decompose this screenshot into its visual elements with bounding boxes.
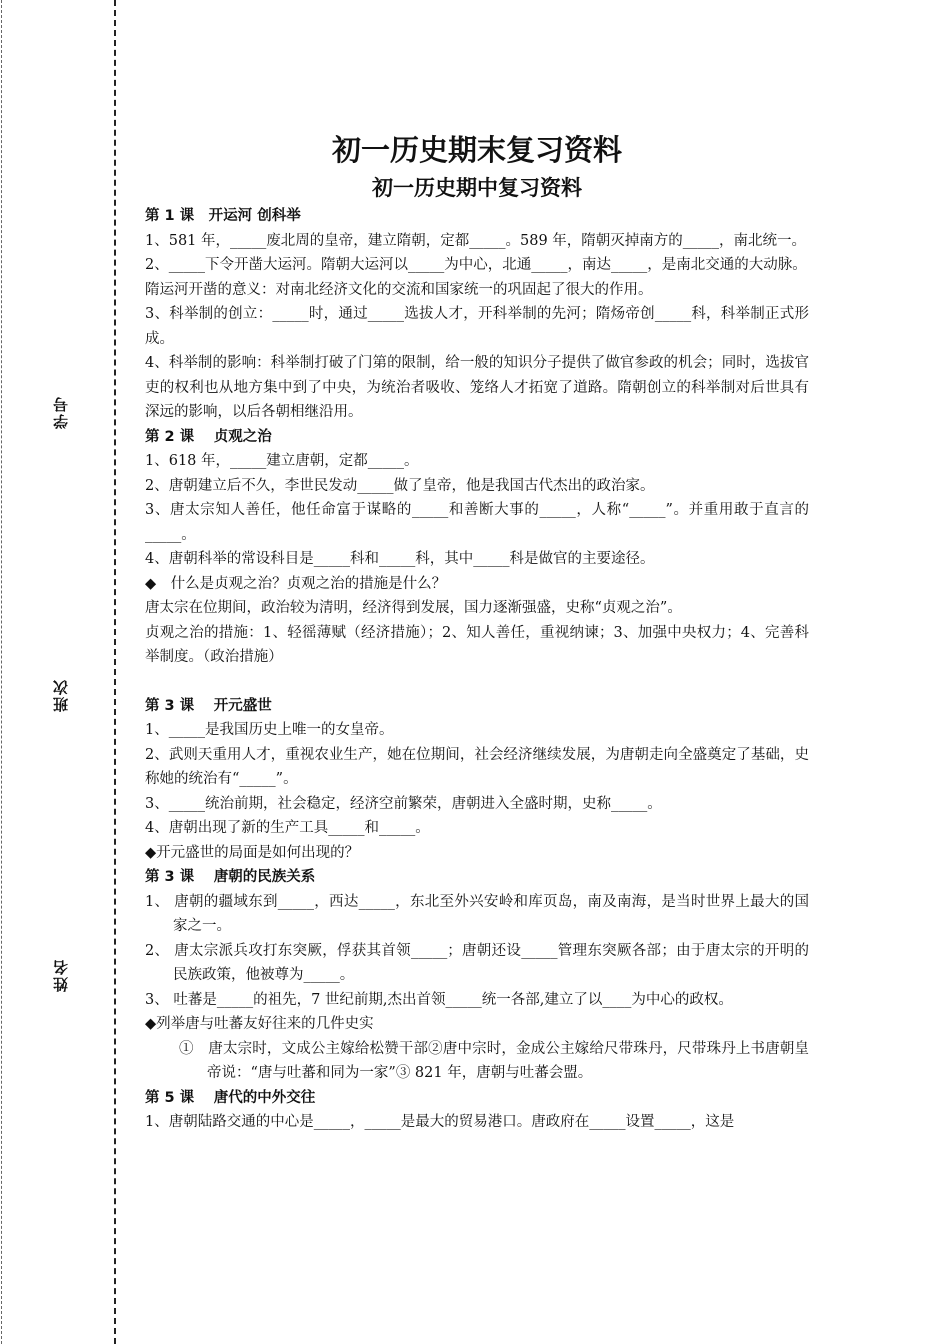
lesson-heading: 第 1 课 开运河 创科举 [145,208,301,224]
paragraph: 4、科举制的影响：科举制打破了门第的限制，给一般的知识分子提供了做官参政的机会；同时，选拔官吏的权利也从地方集中到了中央，为统治者吸收、笼络人才拓宽了道路。隋朝创立的科举制对后世具有深远的影响，以后各朝相继沿用。 [145,355,809,420]
paragraph: 3、科举制的创立：_____时，通过_____选拔人才，开科举制的先河；隋炀帝创_____科，科举制正式形成。 [145,306,809,347]
paragraph: ◆ 什么是贞观之治？贞观之治的措施是什么？ [145,575,447,592]
paragraph: ◆列举唐与吐蕃友好往来的几件史实 [145,1016,374,1032]
paragraph: 1、 唐朝的疆域东到_____，西达_____，东北至外兴安岭和库页岛，南及南海，是当时世界上最大的国家之一。 [145,893,809,934]
paragraph: 4、唐朝出现了新的生产工具_____和_____。 [145,820,430,836]
binding-cut-line [114,0,116,1344]
paragraph: 1、581 年，_____废北周的皇帝，建立隋朝，定都_____。589 年，隋朝灭掉南方的_____，南北统一。 [145,232,807,249]
document-page [145,128,809,1135]
document-subtitle: 初一历史期中复习资料 [372,176,582,200]
left-edge-line [1,0,2,1344]
document-title: 初一历史期末复习资料 [331,133,622,167]
paragraph: 1、618 年，_____建立唐朝，定都_____。 [145,453,419,469]
lesson-heading: 第 3 课 唐朝的民族关系 [145,869,316,885]
paragraph: 3、唐太宗知人善任，他任命富于谋略的_____和善断大事的_____，人称“_____”。并重用敢于直言的_____。 [145,502,809,543]
lesson-heading: 第 3 课 开元盛世 [145,697,272,714]
paragraph: 唐太宗在位期间，政治较为清明，经济得到发展，国力逐渐强盛，史称“贞观之治”。 [145,600,682,616]
student-id-label: 学号 [52,395,70,429]
lesson-heading: 第 5 课 唐代的中外交往 [145,1089,316,1106]
paragraph: 贞观之治的措施：1、轻徭薄赋（经济措施）；2、知人善任，重视纳谏；3、加强中央权力；4、完善科举制度。（政治措施） [145,624,809,665]
name-label: 姓名 [52,958,70,992]
paragraph: 2、_____下令开凿大运河。隋朝大运河以_____为中心，北通_____，南达_____，是南北交通的大动脉。 [145,257,807,273]
paragraph: ① 唐太宗时，文成公主嫁给松赞干部②唐中宗时，金成公主嫁给尺带珠丹，尺带珠丹上书唐朝皇帝说：“唐与吐蕃和同为一家”③ 821 年，唐朝与吐蕃会盟。 [179,1040,809,1081]
paragraph: 隋运河开凿的意义：对南北经济文化的交流和国家统一的巩固起了很大的作用。 [145,281,653,298]
paragraph: 3、 吐蕃是_____的祖先，7 世纪前期,杰出首领_____统一各部,建立了以____为中心的政权。 [145,991,733,1008]
class-label: 班次 [52,678,70,712]
paragraph: 2、唐朝建立后不久，李世民发动_____做了皇帝，他是我国古代杰出的政治家。 [145,477,655,494]
paragraph: 2、武则天重用人才，重视农业生产，她在位期间，社会经济继续发展，为唐朝走向全盛奠定了基础，史称她的统治有“_____”。 [145,746,809,787]
paragraph: 3、_____统治前期，社会稳定，经济空前繁荣，唐朝进入全盛时期，史称_____。 [145,795,662,812]
paragraph: 1、唐朝陆路交通的中心是_____，_____是最大的贸易港口。唐政府在_____设置_____，这是 [145,1114,735,1130]
document-body [145,204,809,1135]
paragraph: ◆开元盛世的局面是如何出现的？ [145,844,360,861]
blank-spacer [145,670,809,694]
paragraph: 4、唐朝科举的常设科目是_____科和_____科，其中_____科是做官的主要途径。 [145,551,655,567]
lesson-heading: 第 2 课 贞观之治 [145,428,272,445]
paragraph: 2、 唐太宗派兵攻打东突厥，俘获其首领_____；唐朝还设_____管理东突厥各部；由于唐太宗的开明的民族政策，他被尊为_____。 [145,942,809,983]
paragraph: 1、_____是我国历史上唯一的女皇帝。 [145,722,394,738]
